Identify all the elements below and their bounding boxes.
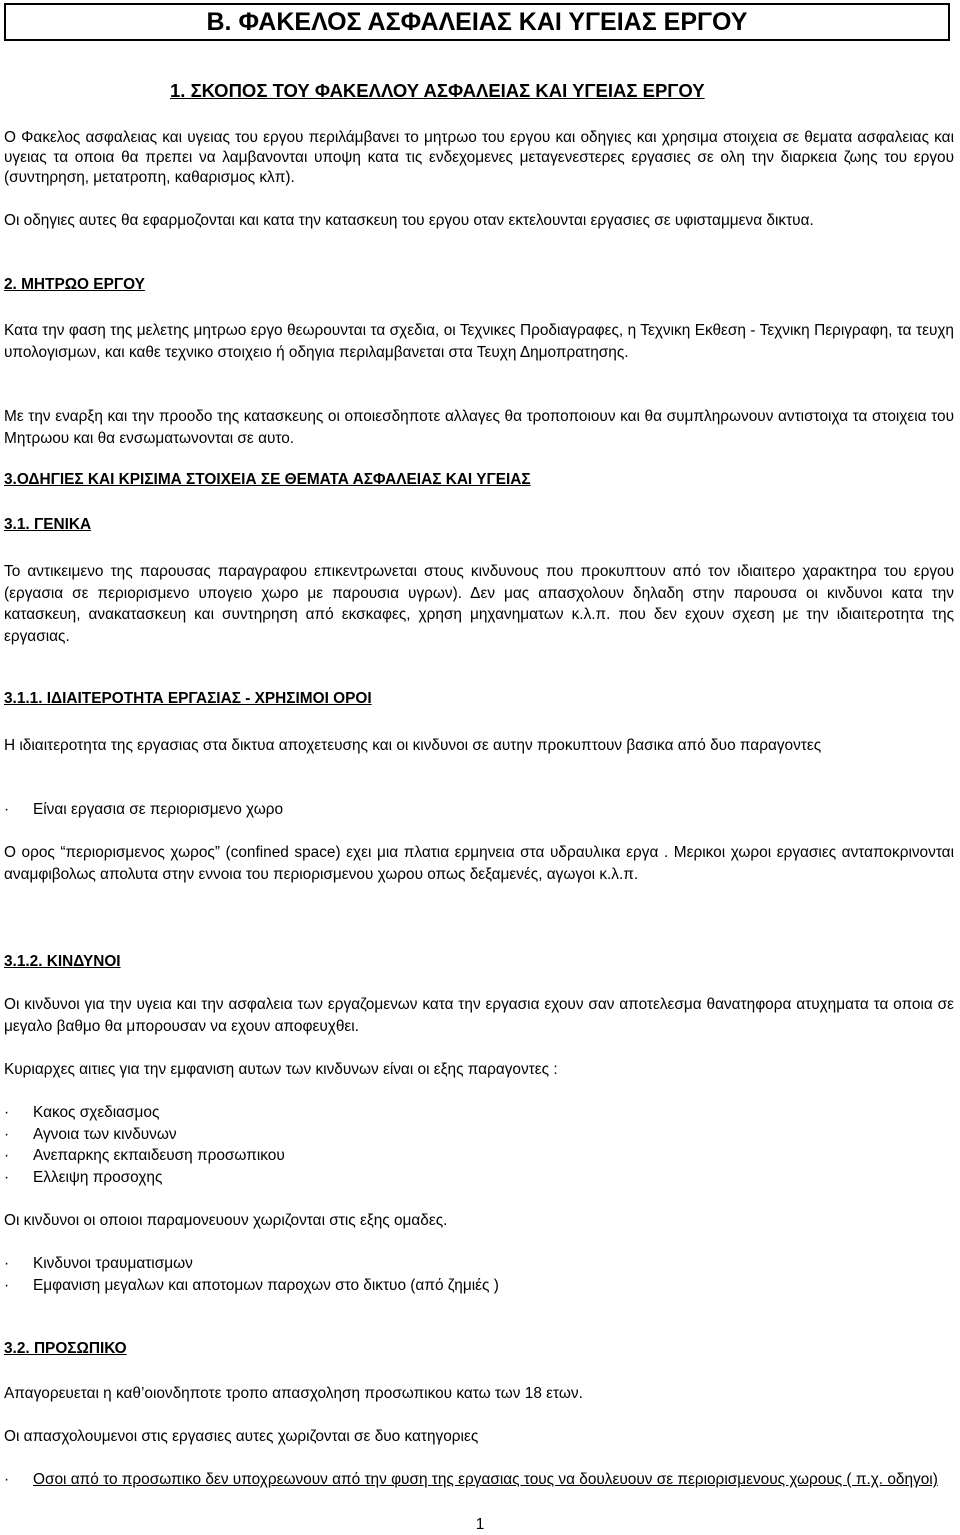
section-2-paragraph-2: Με την εναρξη και την προοδο της κατασκευης οι οποιεσδηποτε αλλαγες θα τροποποιουν και θα συμπληρωνουν αντιστοιχα τα στοιχεια του Μητρωου και θα ενσωματωνονται σε αυτο. xyxy=(4,408,954,447)
section-1-paragraph-2: Οι οδηγιες αυτες θα εφαρμοζονται και κατα την κατασκευη του εργου οταν εκτελουνται εργασιες σε υφισταμμενα δικτυα. xyxy=(4,212,814,229)
section-3-1-2-paragraph-1: Οι κινδυνοι για την υγεια και την ασφαλεια των εργαζομενων κατα την εργασια εχουν σαν αποτελεσμα θανατηφορα ατυχηματα τα οποια σε μεγαλο βαθμο θα μπορουσαν να εχουν αποφευχθει. xyxy=(4,996,954,1035)
cause-text: Ελλειψη προσοχης xyxy=(33,1169,163,1186)
section-3-2-paragraph-2: Οι απασχολουμενοι στις εργασιες αυτες χωριζονται σε δυο κατηγοριες xyxy=(4,1428,479,1445)
cause-text: Κακος σχεδιασμος xyxy=(33,1104,160,1121)
document-title: Β. ΦΑΚΕΛΟΣ ΑΣΦΑΛΕΙΑΣ ΚΑΙ ΥΓΕΙΑΣ ΕΡΓΟΥ xyxy=(4,3,950,41)
bullet-marker: · xyxy=(4,1471,10,1488)
page-number: 1 xyxy=(475,1516,485,1533)
section-2-heading: 2. ΜΗΤΡΩΟ ΕΡΓΟΥ xyxy=(4,276,145,293)
bullet-marker: · xyxy=(4,1126,10,1143)
section-3-2-heading: 3.2. ΠΡΟΣΩΠΙΚΟ xyxy=(4,1340,127,1357)
cause-item xyxy=(4,1145,954,1167)
section-2-paragraph-1: Κατα την φαση της μελετης μητρωο εργο θεωρουνται τα σχεδια, οι Τεχνικες Προδιαγραφες, η Τεχνικη Εκθεση - Τεχνικη Περιγραφη, τα τευχη υπολογισμων, και καθε τεχνικο στοιχειο ή οδηγια περιλαμβανεται στα Τευχη Δημοπρατησης. xyxy=(4,322,954,361)
bullet-marker: · xyxy=(4,801,10,818)
bullet-marker: · xyxy=(4,1277,10,1294)
bullet-text: Είναι εργασια σε περιορισμενο χωρο xyxy=(33,801,284,818)
group-item xyxy=(4,1275,954,1297)
section-3-1-2-paragraph-2: Κυριαρχες αιτιες για την εμφανιση αυτων των κινδυνων είναι οι εξης παραγοντες : xyxy=(4,1061,558,1078)
bullet-marker: · xyxy=(4,1169,10,1186)
bullet-marker: · xyxy=(4,1104,10,1121)
section-3-1-paragraph: Το αντικειμενο της παρουσας παραγραφου επικεντρωνεται στους κινδυνους που προκυπτουν από τον ιδιαιτερο χαρακτηρα του εργου (εργασια σε περιορισμενο υπογειο χωρο με παρουσια υγρων). Δεν μας απασχολουν δηλαδη στην παρουσα οι κινδυνοι κατα την κατασκευη, ανακατασκευη και συντηρηση από εκσκαφες, χρηση μηχανηματων κ.λ.π. που δεν εχουν σχεση με την ιδιαιτεροτητα της εργασιας. xyxy=(4,563,954,645)
group-item xyxy=(4,1253,954,1275)
group-text: Κινδυνοι τραυματισμων xyxy=(33,1255,193,1272)
category-text: Οσοι από το προσωπικο δεν υποχρεωνουν από την φυση της εργασιας τους να δουλευουν σε περιορισμενους χωρους ( π.χ. οδηγοι) xyxy=(33,1471,938,1488)
section-3-1-1-heading: 3.1.1. ΙΔΙΑΙΤΕΡΟΤΗΤΑ ΕΡΓΑΣΙΑΣ - ΧΡΗΣΙΜΟΙ ΟΡΟΙ xyxy=(4,690,372,707)
section-3-1-2-paragraph-3: Οι κινδυνοι οι οποιοι παραμονευουν χωριζονται στις εξης ομαδες. xyxy=(4,1212,448,1229)
section-1-paragraph-1: Ο Φακελος ασφαλειας και υγειας του εργου περιλάμβανει το μητρωο του εργου και οδηγιες και χρησιμα στοιχεια σε θεματα ασφαλειας και υγειας τα οποια θα πρεπει να λαμβανονται υποψη κατα τις ενδεχομενες μεταγενεστερες εργασιες σε ολη την διαρκεια ζωης του εργου (συντηρηση, μετατροπη, καθαρισμος κλπ). xyxy=(4,129,954,186)
cause-text: Ανεπαρκης εκπαιδευση προσωπικου xyxy=(33,1147,285,1164)
section-3-1-1-paragraph-1: Η ιδιαιτεροτητα της εργασιας στα δικτυα αποχετευσης και οι κινδυνοι σε αυτην προκυπτουν βασικα από δυο παραγοντες xyxy=(4,737,822,754)
section-3-heading: 3.ΟΔΗΓΙΕΣ ΚΑΙ ΚΡΙΣΙΜΑ ΣΤΟΙΧΕΙΑ ΣΕ ΘΕΜΑΤΑ ΑΣΦΑΛΕΙΑΣ ΚΑΙ ΥΓΕΙΑΣ xyxy=(4,471,531,488)
bullet-marker: · xyxy=(4,1147,10,1164)
section-1-heading: 1. ΣΚΟΠΟΣ ΤΟΥ ΦΑΚΕΛΛΟΥ ΑΣΦΑΛΕΙΑΣ ΚΑΙ ΥΓΕΙΑΣ ΕΡΓΟΥ xyxy=(170,80,705,101)
cause-item xyxy=(4,1124,954,1146)
group-text: Εμφανιση μεγαλων και αποτομων παροχων στο δικτυο (από ζημιές ) xyxy=(33,1277,499,1294)
cause-text: Αγνοια των κινδυνων xyxy=(33,1126,177,1143)
section-3-1-1-paragraph-2: Ο ορος “περιορισμενος χωρος” (confined space) εχει μια πλατια ερμηνεια στα υδραυλικα εργα . Μερικοι χωροι εργασιες ανταποκρινονται αναμφιβολως απολυτα στην εννοια του περιορισμενου χωρου οπως δεξαμενές, αγωγοι κ.λ.π. xyxy=(4,844,954,883)
bullet-marker: · xyxy=(4,1255,10,1272)
cause-item xyxy=(4,1102,954,1124)
category-item xyxy=(4,1469,954,1491)
section-3-1-1-bullet xyxy=(4,799,954,821)
section-3-1-2-heading: 3.1.2. ΚΙΝΔΥΝΟΙ xyxy=(4,953,121,970)
section-3-2-paragraph-1: Απαγορευεται η καθ’οιονδηποτε τροπο απασχοληση προσωπικου κατω των 18 ετων. xyxy=(4,1385,583,1402)
section-3-1-heading: 3.1. ΓΕΝΙΚΑ xyxy=(4,516,92,533)
cause-item xyxy=(4,1167,954,1189)
